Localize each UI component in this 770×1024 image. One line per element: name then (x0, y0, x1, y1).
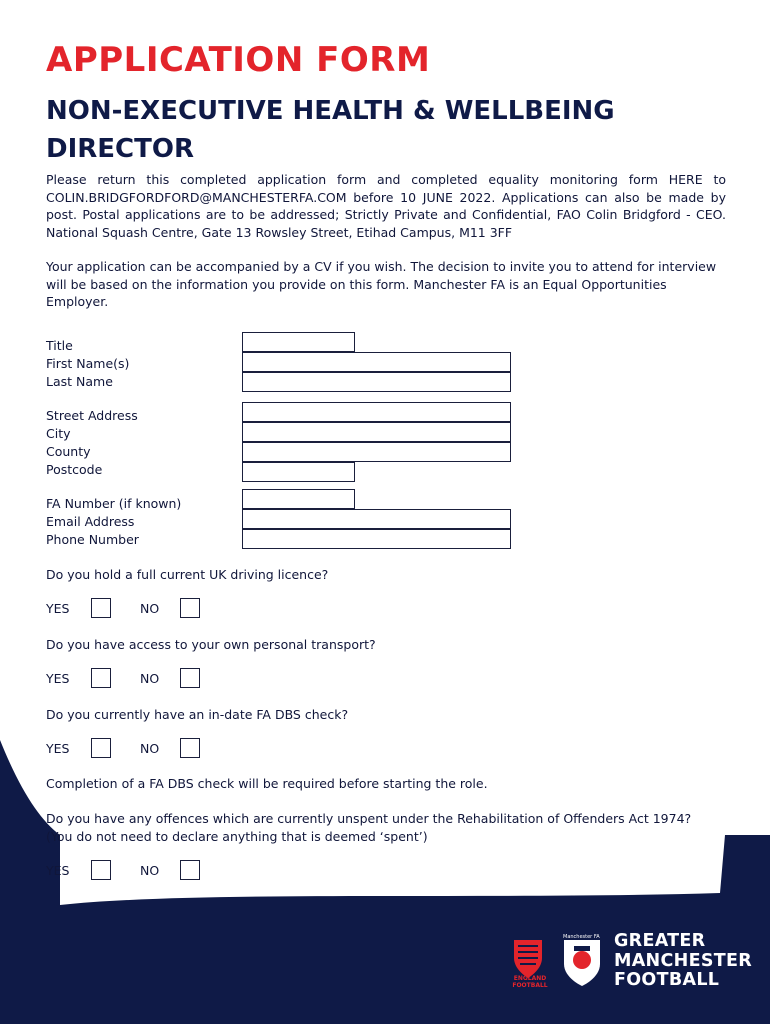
instructions-paragraph: Please return this completed application form and completed equality monitoring form HERE to COLIN.BRIDGFORDFORD@MANCHESTERFA.COM before 10 JUNE 2022. Applications can also be made by post. Postal applications are to be addressed; Strictly Private and Confidential, FAO Colin Bridgford - CEO. National Squash Centre, Gate 13 Rowsley Street, Etihad Campus, M11 3FF (46, 172, 726, 240)
county-label: County (46, 444, 91, 459)
offences-no-checkbox[interactable] (180, 860, 200, 880)
yes-label: YES (46, 671, 70, 686)
dbs-yes-checkbox[interactable] (91, 738, 111, 758)
dbs-note: Completion of a FA DBS check will be required before starting the role. (46, 776, 488, 791)
last-name-label: Last Name (46, 374, 113, 389)
phone-field[interactable] (242, 529, 511, 549)
postcode-field[interactable] (242, 462, 355, 482)
fa-number-field[interactable] (242, 489, 355, 509)
email-field[interactable] (242, 509, 511, 529)
brand-line-3: FOOTBALL (614, 970, 720, 990)
yes-label: YES (46, 863, 70, 878)
question-dbs-check: Do you currently have an in-date FA DBS check? (46, 707, 349, 722)
yes-label: YES (46, 601, 70, 616)
crest-label: Manchester FA (563, 934, 600, 940)
no-label: NO (140, 671, 160, 686)
yes-label: YES (46, 741, 70, 756)
transport-yes-checkbox[interactable] (91, 668, 111, 688)
brand-line-1: GREATER (614, 931, 706, 951)
title-field[interactable] (242, 332, 355, 352)
city-field[interactable] (242, 422, 511, 442)
last-name-field[interactable] (242, 372, 511, 392)
first-name-label: First Name(s) (46, 356, 130, 371)
brand-line-2: MANCHESTER (614, 950, 753, 971)
street-label: Street Address (46, 408, 138, 423)
no-label: NO (140, 863, 160, 878)
first-name-field[interactable] (242, 352, 511, 372)
fa-number-label: FA Number (if known) (46, 496, 182, 511)
county-field[interactable] (242, 442, 511, 462)
no-label: NO (140, 741, 160, 756)
greater-manchester-football-wordmark (614, 932, 752, 991)
driving-licence-no-checkbox[interactable] (180, 598, 200, 618)
dbs-no-checkbox[interactable] (180, 738, 200, 758)
england-football-text: ENGLAND FOOTBALL (512, 975, 548, 989)
question-personal-transport: Do you have access to your own personal transport? (46, 637, 376, 652)
no-label: NO (140, 601, 160, 616)
cv-paragraph: Your application can be accompanied by a CV if you wish. The decision to invite you to attend for interview will be based on the information you provide on this form. Manchester FA is an Equal Opportunities Employer. (46, 259, 717, 309)
driving-licence-yes-checkbox[interactable] (91, 598, 111, 618)
title-label: Title (46, 338, 73, 353)
question-driving-licence: Do you hold a full current UK driving licence? (46, 567, 329, 582)
phone-label: Phone Number (46, 532, 139, 547)
postcode-label: Postcode (46, 462, 103, 477)
form-title: APPLICATION FORM (46, 40, 431, 80)
city-label: City (46, 426, 71, 441)
offences-yes-checkbox[interactable] (91, 860, 111, 880)
question-unspent-offences: Do you have any offences which are currently unspent under the Rehabilitation of Offenders Act 1974? (You do not need to declare anything that is deemed ‘spent’) (46, 811, 692, 844)
street-field[interactable] (242, 402, 511, 422)
role-title: NON-EXECUTIVE HEALTH & WELLBEING DIRECTOR (46, 96, 615, 164)
email-label: Email Address (46, 514, 135, 529)
transport-no-checkbox[interactable] (180, 668, 200, 688)
